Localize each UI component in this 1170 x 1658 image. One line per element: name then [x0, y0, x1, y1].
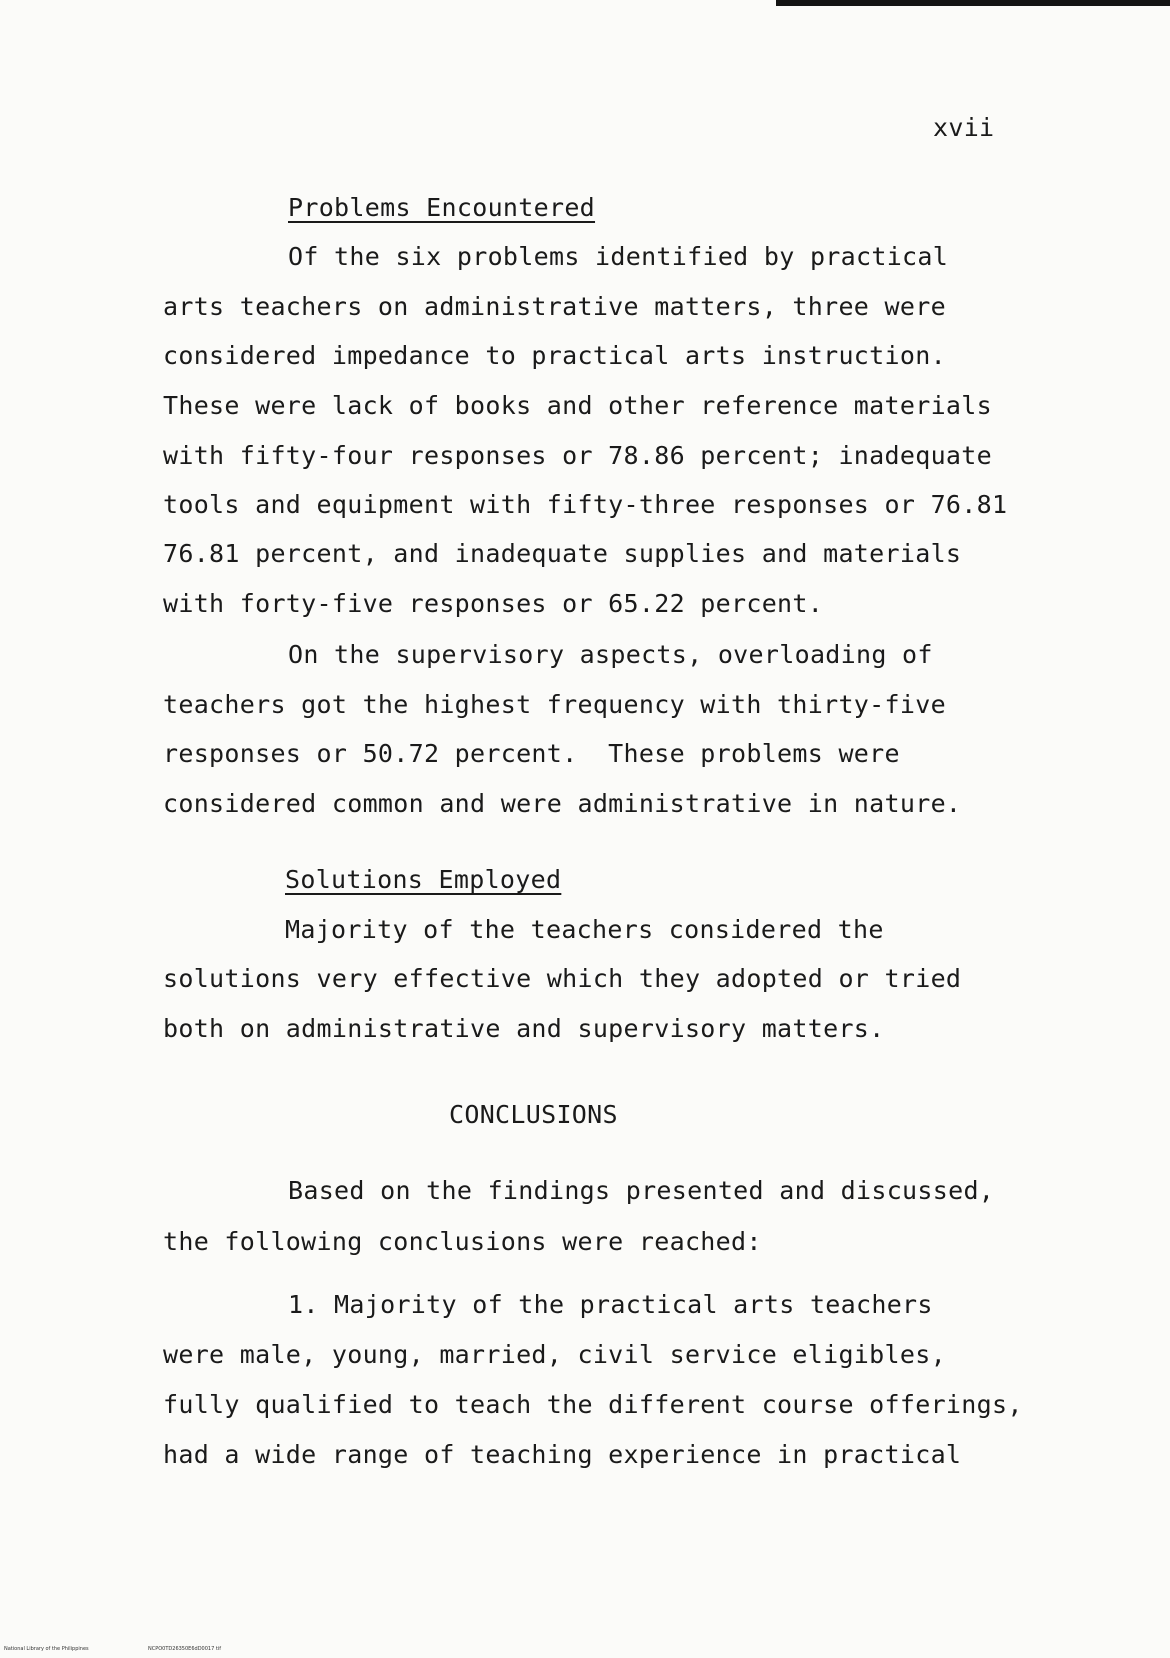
list-item-line: were male, young, married, civil service eligibles,: [163, 1340, 946, 1369]
paragraph-line: with fifty-four responses or 78.86 percent; inadequate: [163, 441, 992, 470]
paragraph-line: the following conclusions were reached:: [163, 1227, 762, 1256]
paragraph-line: Of the six problems identified by practical: [288, 242, 949, 271]
paragraph-line: responses or 50.72 percent. These problems were: [163, 739, 900, 768]
list-item-line: fully qualified to teach the different course offerings,: [163, 1390, 1023, 1419]
paragraph-line: Based on the findings presented and discussed,: [288, 1176, 995, 1205]
paragraph-line: 76.81 percent, and inadequate supplies and materials: [163, 539, 962, 568]
paragraph-line: On the supervisory aspects, overloading of: [288, 640, 933, 669]
footer-file-id: NCPO0TD26350E6dD0017 tif: [148, 1646, 221, 1652]
scan-edge-line: [776, 0, 1170, 6]
footer-library-name: National Library of the Philippines: [4, 1646, 89, 1652]
paragraph-line: with forty-five responses or 65.22 percent.: [163, 589, 824, 618]
heading-problems-encountered: Problems Encountered: [288, 193, 596, 222]
list-item-line: 1. Majority of the practical arts teachers: [288, 1290, 933, 1319]
paragraph-line: both on administrative and supervisory matters.: [163, 1014, 885, 1043]
paragraph-line: considered common and were administrative in nature.: [163, 789, 962, 818]
list-item-line: had a wide range of teaching experience in practical: [163, 1440, 962, 1469]
heading-conclusions: CONCLUSIONS: [449, 1100, 618, 1129]
heading-solutions-employed: Solutions Employed: [285, 865, 562, 894]
page-number: xvii: [933, 113, 995, 142]
paragraph-line: solutions very effective which they adopted or tried: [163, 964, 962, 993]
paragraph-line: These were lack of books and other reference materials: [163, 391, 992, 420]
paragraph-line: Majority of the teachers considered the: [285, 915, 884, 944]
paragraph-line: arts teachers on administrative matters, three were: [163, 292, 946, 321]
paragraph-line: considered impedance to practical arts instruction.: [163, 341, 946, 370]
paragraph-line: teachers got the highest frequency with thirty-five: [163, 690, 946, 719]
paragraph-line: tools and equipment with fifty-three responses or 76.81: [163, 490, 1008, 519]
